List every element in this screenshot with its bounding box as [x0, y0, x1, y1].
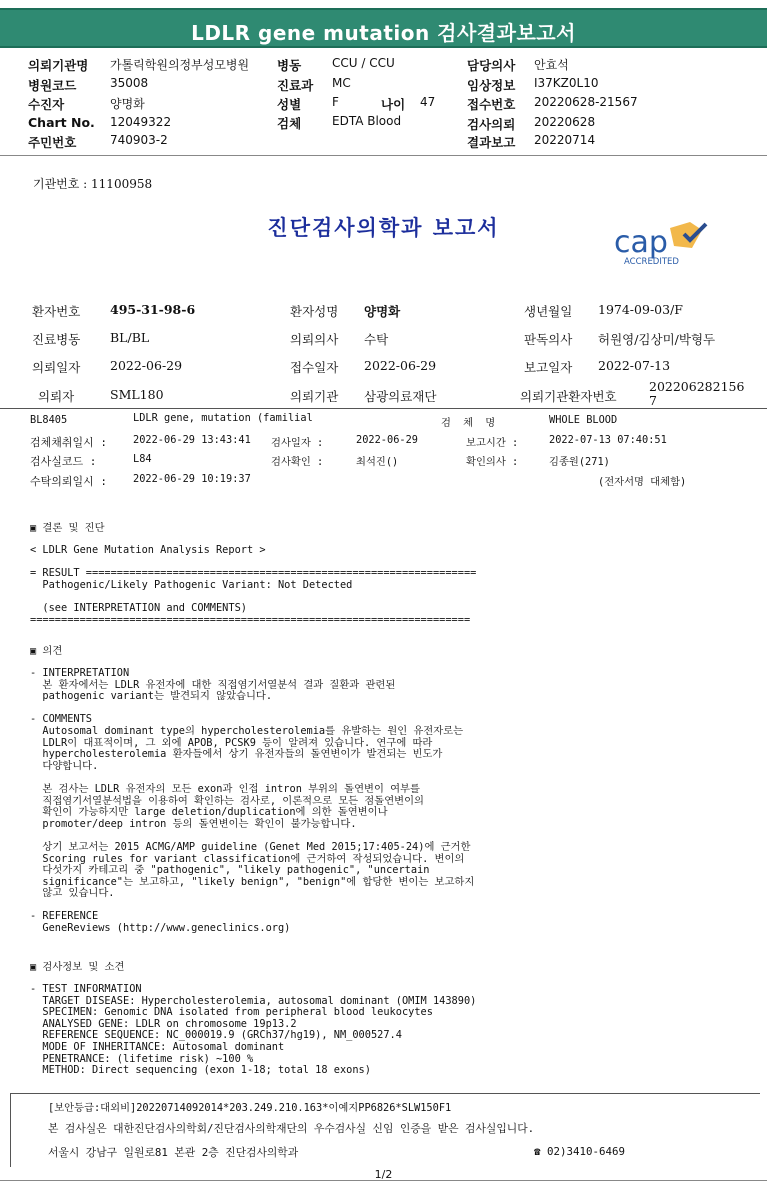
age-label: 나이	[381, 97, 406, 112]
patient-value: 2022-07-13	[598, 358, 671, 373]
header-label: 진료과	[277, 78, 314, 93]
test-code: BL8405	[30, 414, 68, 426]
page-number: 1/2	[374, 1168, 393, 1181]
header-label: 임상정보	[467, 78, 516, 93]
report-title-bar	[0, 8, 767, 48]
electronic-signature-note: (전자서명 대체함)	[598, 476, 687, 488]
patient-label: 생년월일	[524, 304, 573, 319]
certification-note: 본 검사실은 대한진단검사의학회/진단검사의학재단의 우수검사실 신임 인증을 받은 검사실입니다.	[48, 1122, 535, 1135]
interpretation-comments: - INTERPRETATION 본 환자에서는 LDLR 유전자에 대한 직접염기서열분석 결과 질환과 관련된 pathogenic variant는 발견되지 않았습니다. - COMMENTS Autosomal dominant type의 hypercholesterolemia를 유발하는 원인 유전자로는 LDLR이 대표적이며, 그 외에 APOB, PCSK9 등이 알려져 있습니다. 연구에 따라 hypercholesterolemia 환자들에서 상기 유전자들의 돌연변이가 발견되는 빈도가 다양합니다. 본 검사는 LDLR 유전자의 모든 exon과 인접 intron 부위의 돌연변이 여부를 직접염기서열분석법을 이용하여 확인하는 검사로, 이론적으로 모든 점돌연변이의 확인이 가능하지만 large deletion/duplication에 의한 돌연변이나 promoter/deep intron 등의 돌연변이는 확인이 불가능합니다. 상기 보고서는 2015 ACMG/AMP guideline (Genet Med 2015;17:405-24)에 근거한 Scoring rules for variant classification에 근거하여 작성되었습니다. 변이의 다섯가지 카테고리 중 "pathogenic", "likely pathogenic", "uncertain significance"는 보고하고, "likely benign", "benign"에 합당한 변이는 보고하지 않고 있습니다. - REFERENCE GeneReviews (http://www.geneclinics.org)	[30, 667, 475, 935]
test-label: 확인의사 :	[466, 456, 519, 468]
header-value: CCU / CCU	[332, 56, 395, 70]
header-value: EDTA Blood	[332, 114, 402, 128]
header-divider	[0, 155, 767, 156]
patient-value: SML180	[110, 387, 164, 402]
test-value: 2022-06-29	[356, 434, 418, 446]
header-value: 가톨릭학원의정부성모병원	[110, 58, 250, 72]
patient-name: 양명화	[364, 304, 401, 319]
test-value: 2022-07-13 07:40:51	[549, 434, 667, 446]
header-value: 20220628-21567	[534, 95, 638, 109]
test-label: 검사실코드 :	[30, 455, 97, 468]
patient-label: 판독의사	[524, 332, 573, 347]
test-value: 2022-06-29 13:43:41	[133, 434, 251, 446]
patient-label: 보고일자	[524, 360, 573, 375]
test-label: 검사일자 :	[271, 437, 324, 449]
lab-phone: ☎ 02)3410-6469	[534, 1145, 626, 1158]
section-heading-test-info: ▣ 검사정보 및 소견	[30, 961, 125, 973]
patient-dob: 1974-09-03/F	[598, 302, 683, 317]
section-heading-opinion: ▣ 의견	[30, 645, 63, 657]
header-value: 35008	[110, 76, 149, 90]
patient-label: 환자성명	[290, 304, 339, 319]
header-value: MC	[332, 76, 351, 90]
lab-address: 서울시 강남구 일원로81 본관 2층 진단검사의학과	[48, 1146, 299, 1159]
header-value: 양명화	[110, 97, 145, 111]
age-value: 47	[420, 95, 436, 109]
header-label: 의뢰기관명	[28, 58, 89, 73]
patient-label: 환자번호	[32, 304, 81, 319]
result-section: < LDLR Gene Mutation Analysis Report > = RESULT =============================================================== Pathogenic/Likely Pathogenic Variant: Not Detected (see INTERPRETATION and COMMENTS) =======================================================================	[30, 544, 477, 626]
patient-value: 허원영/김상미/박형두	[598, 332, 716, 347]
header-value: 안효석	[534, 58, 569, 72]
section-heading-conclusion: ▣ 결론 및 진단	[30, 522, 105, 534]
test-label: 수탁의뢰일시 :	[30, 475, 108, 488]
patient-label: 의뢰의사	[290, 332, 339, 347]
patient-label: 접수일자	[290, 360, 339, 375]
header-label: 담당의사	[467, 58, 516, 73]
header-label: 접수번호	[467, 97, 516, 112]
header-value: 20220714	[534, 133, 596, 147]
test-name: LDLR gene, mutation (familial	[133, 412, 313, 424]
security-line: [보안등급:대외비]20220714092014*203.249.210.163*이예지PP6826*SLW150F1	[48, 1102, 452, 1114]
institution-number: 기관번호 : 11100958	[33, 177, 153, 191]
test-value: 김종원(271)	[549, 456, 610, 468]
patient-label: 진료병동	[32, 332, 81, 347]
header-label: Chart No.	[28, 115, 95, 130]
patient-value: 2022-06-29	[110, 358, 183, 373]
header-value: 20220628	[534, 115, 596, 129]
patient-value: 202206282156	[649, 379, 745, 394]
test-label: 검 체 명	[441, 417, 499, 429]
test-label: 검사확인 :	[271, 456, 324, 468]
patient-value: 2022-06-29	[364, 358, 437, 373]
header-value: F	[332, 95, 339, 109]
header-label: 병원코드	[28, 78, 77, 93]
report-title: LDLR gene mutation 검사결과보고서	[191, 21, 576, 45]
header-label: 수진자	[28, 97, 65, 112]
test-specimen: WHOLE BLOOD	[549, 414, 618, 426]
cap-logo-icon	[612, 220, 717, 268]
header-value: 740903-2	[110, 133, 168, 147]
cap-logo-text: cap	[614, 225, 668, 260]
test-value: 2022-06-29 10:19:37	[133, 473, 251, 485]
patient-label: 의뢰기관	[290, 389, 339, 404]
patient-label: 의뢰일자	[32, 360, 81, 375]
patient-value: 7	[649, 393, 657, 408]
department-report-title: 진단검사의학과 보고서	[267, 215, 500, 240]
patient-id: 495-31-98-6	[110, 302, 196, 317]
header-value: 12049322	[110, 115, 172, 129]
test-value: L84	[133, 453, 152, 465]
cap-accredited-logo	[612, 220, 717, 268]
patient-divider	[0, 408, 767, 409]
patient-value: BL/BL	[110, 330, 150, 345]
test-value: 최석진()	[356, 456, 399, 468]
test-label: 검체채취일시 :	[30, 436, 108, 449]
test-label: 보고시간 :	[466, 437, 519, 449]
header-value: I37KZ0L10	[534, 76, 599, 90]
patient-value: 수탁	[364, 332, 389, 347]
header-label: 성별	[277, 97, 302, 112]
header-label: 주민번호	[28, 135, 77, 150]
header-label: 검사의뢰	[467, 117, 516, 132]
patient-label: 의뢰기관환자번호	[520, 389, 617, 404]
header-label: 검체	[277, 116, 302, 131]
patient-label: 의뢰자	[38, 389, 75, 404]
patient-value: 삼광의료재단	[364, 389, 437, 404]
header-label: 병동	[277, 58, 302, 73]
header-label: 결과보고	[467, 135, 516, 150]
test-information: - TEST INFORMATION TARGET DISEASE: Hypercholesterolemia, autosomal dominant (OMIM 143890) SPECIMEN: Genomic DNA isolated from peripheral blood leukocytes ANALYSED GENE: LDLR on chromosome 19p13.2 REFERENCE SEQUENCE: NC_000019.9 (GRCh37/hg19), NM_000527.4 MODE OF INHERITANCE: Autosomal dominant PENETRANCE: (lifetime risk) ~100 % METHOD: Direct sequencing (exon 1-18; total 18 exons)	[30, 983, 477, 1077]
cap-logo-sub: ACCREDITED	[624, 257, 679, 267]
